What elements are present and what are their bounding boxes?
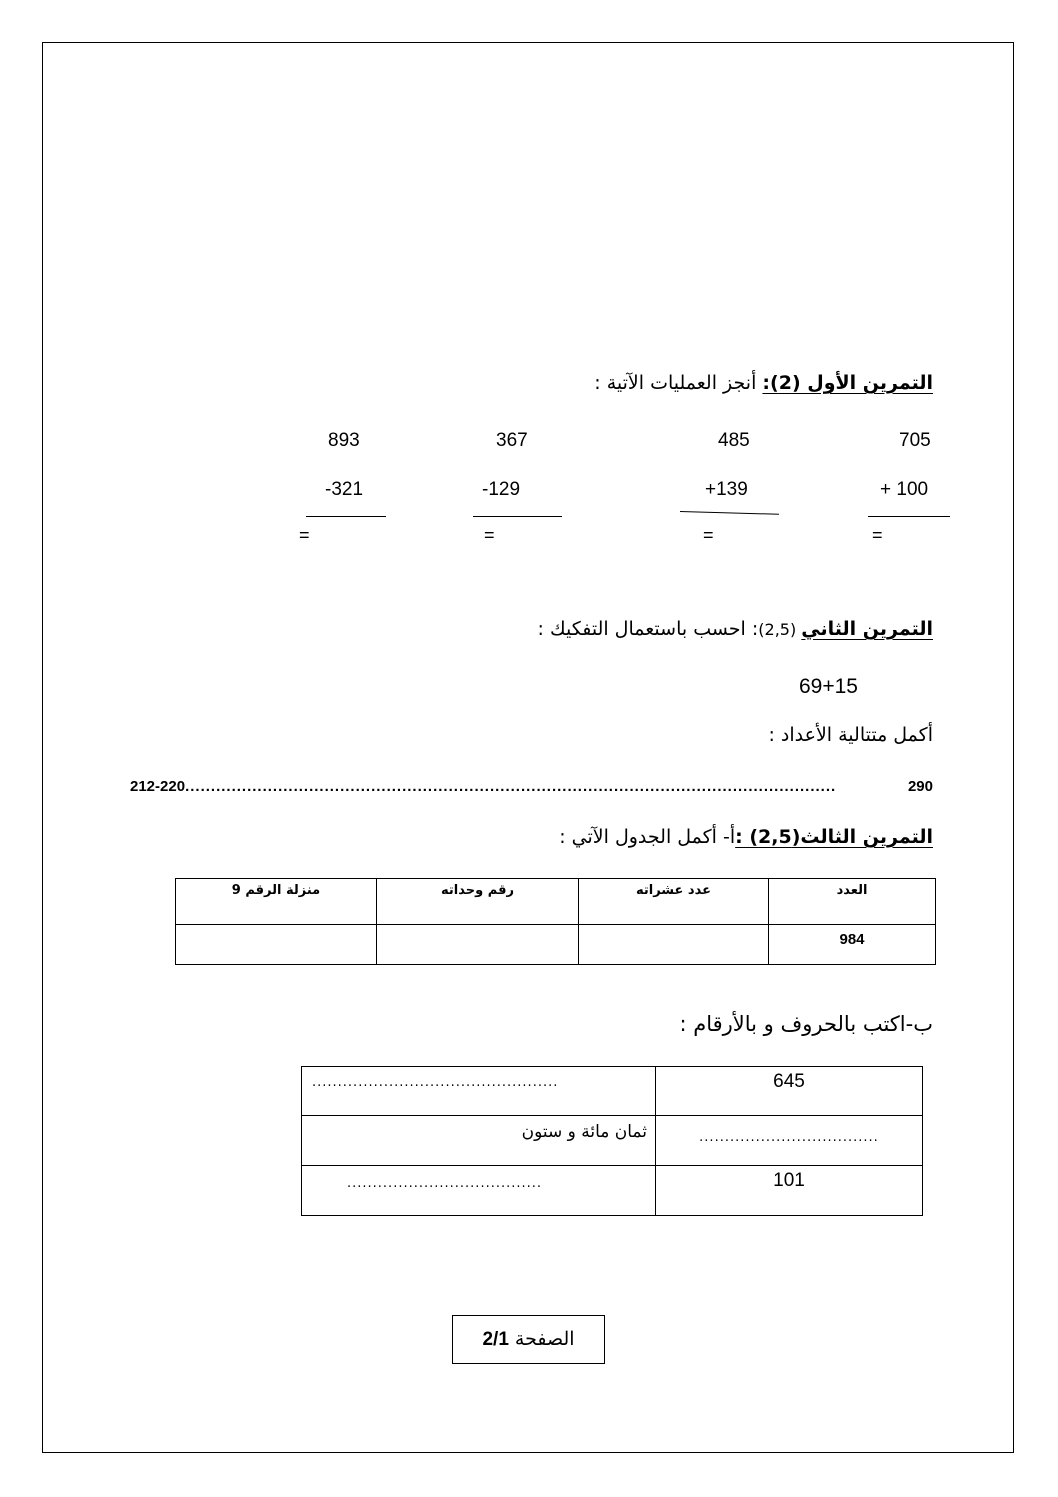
exercise1-title: التمرين الأول (2): [762, 372, 933, 394]
exercise3-instruction: أ- أكمل الجدول الآتي : [559, 826, 736, 848]
exercise2-title: التمرين الثاني [801, 618, 933, 640]
sequence-end: 290 [907, 778, 933, 795]
words-cell: ثمان مائة و ستون [302, 1116, 656, 1166]
exercise2-heading [538, 618, 933, 640]
answer-cell-place[interactable] [176, 925, 377, 965]
operation-4-equals: = [299, 525, 310, 545]
operation-2-top: 485 [718, 430, 750, 451]
operation-4-line [306, 516, 386, 517]
number-answer-blank[interactable]: ................................... [656, 1116, 923, 1166]
operation-1-line [868, 516, 950, 517]
operation-4-top: 893 [328, 430, 360, 451]
operation-3-bottom: -129 [482, 479, 521, 500]
operation-2-bottom: +139 [705, 479, 748, 500]
number-cell: 984 [769, 925, 936, 965]
operation-3-line [473, 516, 562, 517]
operation-2-equals: = [703, 525, 714, 545]
answer-cell-tens[interactable] [579, 925, 769, 965]
sequence-start: 212-220 [130, 778, 186, 795]
page-number-box [452, 1315, 605, 1364]
operation-1-bottom: + 100 [880, 479, 929, 500]
page-label: الصفحة [514, 1329, 575, 1350]
exercise1-instruction: أنجز العمليات الآتية : [594, 372, 763, 394]
table-row [302, 1166, 923, 1216]
operation-4-bottom: -321 [325, 479, 364, 500]
header-cell: رقم وحداته [377, 879, 579, 925]
table-row [302, 1116, 923, 1166]
words-answer-blank[interactable]: ................................................ [302, 1067, 656, 1116]
decomposition-expression: 69+15 [799, 675, 858, 698]
words-table [301, 1066, 923, 1216]
exercise3-heading [559, 826, 933, 848]
number-cell: 645 [656, 1067, 923, 1116]
page-number: 2/1 [482, 1328, 509, 1350]
exercise3-title: التمرين الثالث(2,5) : [735, 826, 933, 848]
exercise1-heading [594, 372, 933, 394]
table-row [302, 1067, 923, 1116]
table-row [176, 925, 936, 965]
header-cell: العدد [769, 879, 936, 925]
words-answer-blank[interactable]: ...................................... [302, 1166, 656, 1216]
operation-1-equals: = [872, 525, 883, 545]
operation-1-top: 705 [899, 430, 931, 451]
number-sequence [130, 778, 933, 795]
part-b-label: ب-اكتب بالحروف و بالأرقام : [679, 1012, 933, 1036]
exercise2-instruction: : احسب باستعمال التفكيك : [537, 618, 759, 640]
operation-3-equals: = [484, 525, 495, 545]
exercise2-points: (2,5) [758, 620, 802, 639]
header-cell: عدد عشراته [579, 879, 769, 925]
answer-cell-units[interactable] [377, 925, 579, 965]
place-value-table [175, 878, 936, 965]
sequence-blank[interactable]: .............................................................................................................................. [185, 778, 837, 795]
sequence-label: أكمل متتالية الأعداد : [768, 724, 933, 746]
number-cell: 101 [656, 1166, 923, 1216]
table-header-row [176, 879, 936, 925]
header-cell: منزلة الرقم 9 [176, 879, 377, 925]
page-border [42, 42, 1014, 1453]
operation-3-top: 367 [496, 430, 528, 451]
